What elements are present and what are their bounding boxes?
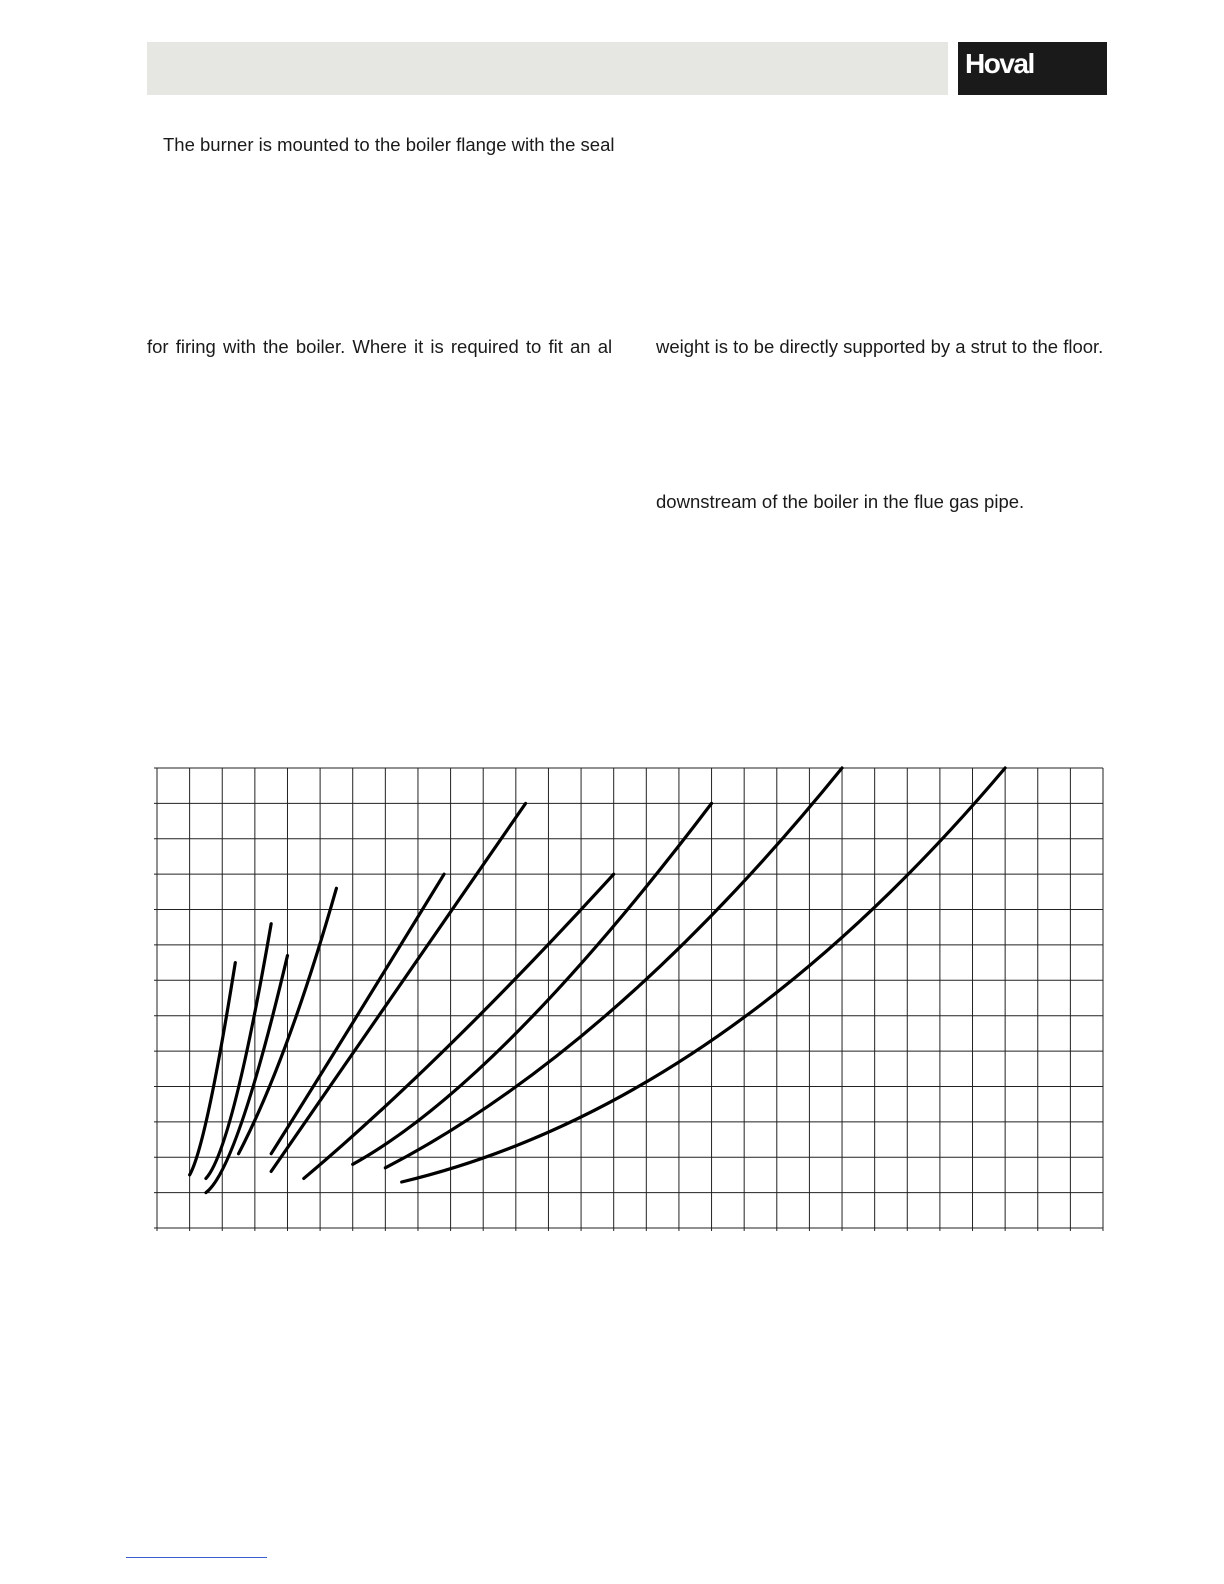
curve-series-6 [271, 803, 525, 1171]
paragraph-line-3: weight is to be directly supported by a strut to the floor. [656, 336, 1104, 357]
paragraph-line-4: downstream of the boiler in the flue gas pipe. [656, 491, 1025, 512]
curve-series-1 [190, 963, 236, 1175]
curve-series-10 [402, 768, 1005, 1182]
paragraph-line-2: for firing with the boiler. Where it is required to fit an al [147, 336, 613, 357]
paragraph-line-1: The burner is mounted to the boiler flange with the seal [163, 134, 615, 155]
curve-series-8 [353, 803, 712, 1164]
brand-name: Hoval [965, 48, 1034, 79]
footer-link-rule [126, 1557, 267, 1558]
